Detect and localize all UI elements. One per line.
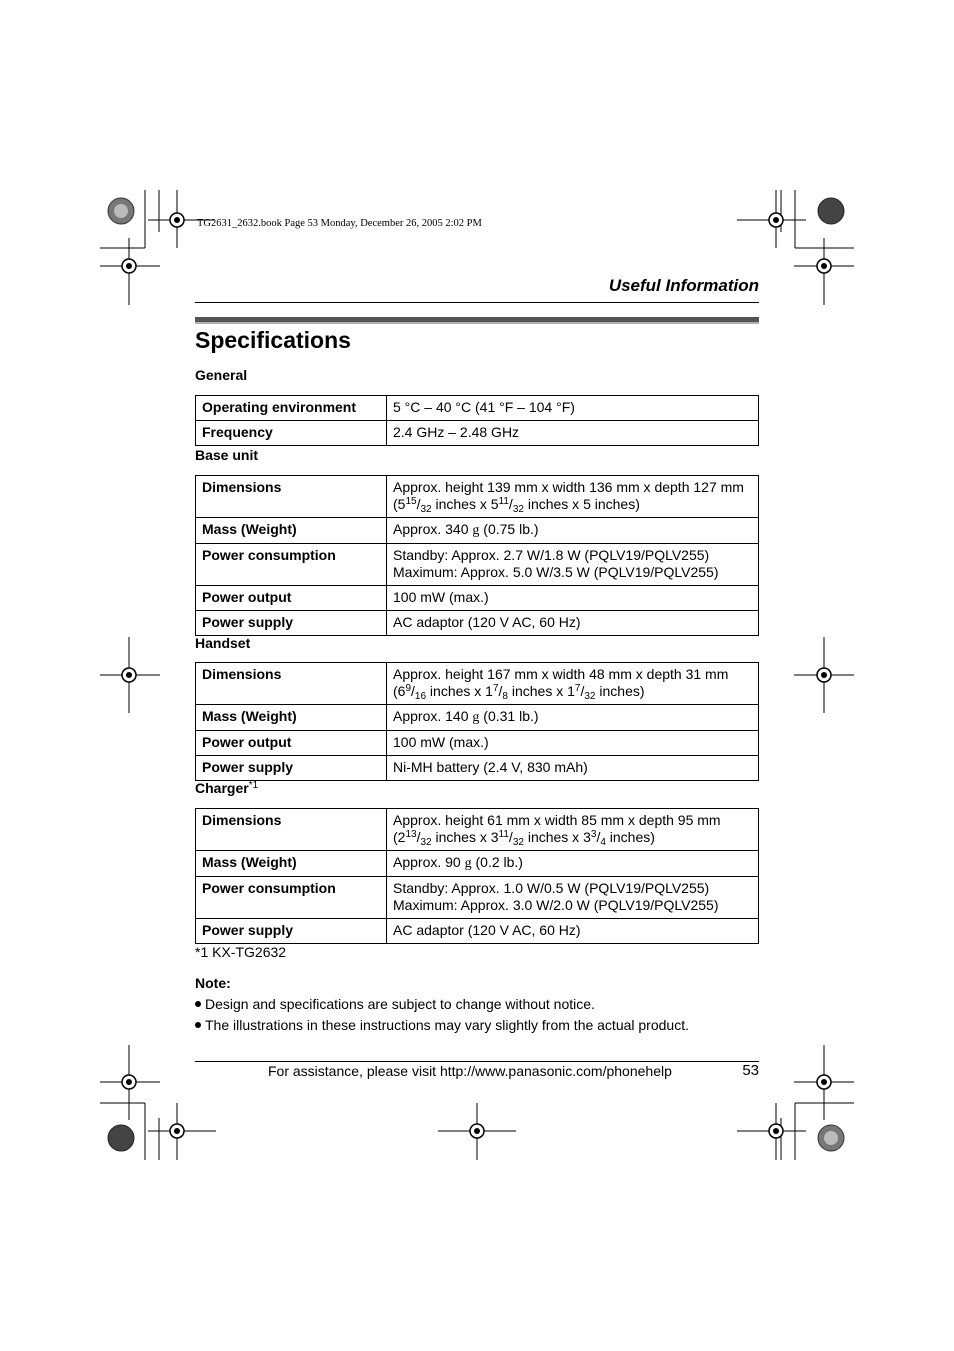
fraction-slash: / <box>508 829 513 845</box>
charger-heading <box>195 780 258 796</box>
text-part: (0.2 lb.) <box>471 854 523 870</box>
spec-label: Frequency <box>196 421 387 446</box>
fraction-numerator: 3 <box>590 829 597 840</box>
table-row <box>196 586 759 611</box>
fraction-numerator: 11 <box>498 829 509 840</box>
base-unit-heading: Base unit <box>195 447 259 463</box>
dimensions-imperial <box>393 683 752 700</box>
maximum-power: Maximum: Approx. 5.0 W/3.5 W (PQLV19/PQLV255) <box>393 564 719 580</box>
charger-spec-table <box>195 808 759 944</box>
spec-value: Ni-MH battery (2.4 V, 830 mAh) <box>387 756 759 781</box>
spec-label: Dimensions <box>196 476 387 518</box>
text-part: (2 <box>393 829 406 845</box>
spec-value <box>387 877 759 919</box>
text-part: inches x 3 <box>431 829 499 845</box>
fraction-numerator: 13 <box>405 829 417 840</box>
spec-label: Dimensions <box>196 663 387 705</box>
dimensions-metric: Approx. height 61 mm x width 85 mm x depth 95 mm <box>393 812 721 828</box>
table-row <box>196 518 759 544</box>
text-part: (0.31 lb.) <box>479 708 539 724</box>
standby-power: Standby: Approx. 1.0 W/0.5 W (PQLV19/PQLV255) <box>393 880 710 896</box>
note-label: Note: <box>195 975 231 991</box>
fraction-slash: / <box>498 683 503 699</box>
spec-label: Dimensions <box>196 809 387 851</box>
general-spec-table <box>195 395 759 446</box>
spec-value <box>387 809 759 851</box>
page-title: Specifications <box>195 327 351 353</box>
gram-unit: g <box>472 710 480 725</box>
spec-label: Mass (Weight) <box>196 851 387 877</box>
dimensions-metric: Approx. height 167 mm x width 48 mm x depth 31 mm <box>393 666 729 682</box>
gram-unit: g <box>464 856 472 871</box>
spec-value <box>387 851 759 877</box>
fraction-slash: / <box>411 683 415 699</box>
spec-label: Power supply <box>196 756 387 781</box>
footnote-marker: *1 <box>248 780 259 791</box>
table-row <box>196 663 759 705</box>
header-rule <box>195 302 759 303</box>
fraction-numerator: 9 <box>405 683 412 694</box>
note-text: Design and specifications are subject to change without notice. <box>205 996 595 1012</box>
fraction-numerator: 11 <box>498 496 509 507</box>
dimensions-metric: Approx. height 139 mm x width 136 mm x depth 127 mm <box>393 479 744 495</box>
table-row <box>196 809 759 851</box>
text-part: inches x 1 <box>426 683 493 699</box>
text-part: inches) <box>605 829 655 845</box>
spec-value: 2.4 GHz – 2.48 GHz <box>387 421 759 446</box>
fraction-numerator: 7 <box>492 683 499 694</box>
footnote: *1 KX-TG2632 <box>195 944 287 960</box>
fraction-slash: / <box>596 829 601 845</box>
standby-power: Standby: Approx. 2.7 W/1.8 W (PQLV19/PQLV255) <box>393 547 710 563</box>
spec-label: Mass (Weight) <box>196 705 387 731</box>
spec-label: Operating environment <box>196 396 387 421</box>
page-number: 53 <box>742 1062 759 1079</box>
fraction-denominator: 32 <box>584 691 596 702</box>
fraction-numerator: 7 <box>574 683 581 694</box>
spec-value <box>387 476 759 518</box>
text-part: (0.75 lb.) <box>479 521 539 537</box>
general-heading: General <box>195 367 248 383</box>
gram-unit: g <box>472 523 480 538</box>
spec-label: Power supply <box>196 611 387 636</box>
table-row <box>196 396 759 421</box>
text-part: (5 <box>393 496 406 512</box>
table-row <box>196 756 759 781</box>
spec-value: 5 °C – 40 °C (41 °F – 104 °F) <box>387 396 759 421</box>
footer-rule <box>195 1061 759 1062</box>
spec-value <box>387 705 759 731</box>
text-part: inches x 5 inches) <box>523 496 640 512</box>
text-part: inches) <box>595 683 645 699</box>
dimensions-imperial <box>393 829 752 846</box>
spec-label: Mass (Weight) <box>196 518 387 544</box>
table-row <box>196 851 759 877</box>
fraction-slash: / <box>580 683 585 699</box>
bullet-icon <box>195 1022 201 1028</box>
fraction-denominator: 32 <box>420 837 432 848</box>
table-row <box>196 544 759 586</box>
note-item <box>195 1017 689 1033</box>
spec-value <box>387 518 759 544</box>
text-part: inches x 1 <box>507 683 575 699</box>
fraction-denominator: 16 <box>414 691 427 702</box>
fraction-denominator: 4 <box>600 837 606 848</box>
spec-value: 100 mW (max.) <box>387 586 759 611</box>
fraction-denominator: 8 <box>502 691 508 702</box>
spec-label: Power supply <box>196 919 387 944</box>
spec-value: AC adaptor (120 V AC, 60 Hz) <box>387 611 759 636</box>
fraction-denominator: 32 <box>512 504 524 515</box>
text-part: inches x 3 <box>523 829 591 845</box>
table-row <box>196 476 759 518</box>
table-row <box>196 705 759 731</box>
text-part: Approx. 140 <box>393 708 473 724</box>
fraction-slash: / <box>416 496 421 512</box>
table-row <box>196 731 759 756</box>
table-row <box>196 421 759 446</box>
table-row <box>196 611 759 636</box>
handset-heading: Handset <box>195 635 251 651</box>
bullet-icon <box>195 1001 201 1007</box>
spec-value: AC adaptor (120 V AC, 60 Hz) <box>387 919 759 944</box>
fraction-slash: / <box>508 496 513 512</box>
section-header: Useful Information <box>608 276 759 295</box>
spec-value: 100 mW (max.) <box>387 731 759 756</box>
spec-label: Power output <box>196 731 387 756</box>
fraction-denominator: 32 <box>512 837 524 848</box>
handset-spec-table <box>195 662 759 781</box>
spec-label: Power output <box>196 586 387 611</box>
note-item <box>195 996 595 1012</box>
footer-help-text: For assistance, please visit http://www.panasonic.com/phonehelp <box>268 1063 672 1079</box>
text-part: Approx. 90 <box>393 854 465 870</box>
spec-label: Power consumption <box>196 544 387 586</box>
fraction-numerator: 15 <box>405 496 417 507</box>
title-band-shadow <box>195 322 759 324</box>
printer-info-line: TG2631_2632.book Page 53 Monday, December 26, 2005 2:02 PM <box>197 218 482 229</box>
table-row <box>196 919 759 944</box>
text-part: Approx. 340 <box>393 521 473 537</box>
fraction-denominator: 32 <box>420 504 432 515</box>
charger-heading-text: Charger <box>195 780 249 796</box>
spec-label: Power consumption <box>196 877 387 919</box>
fraction-slash: / <box>416 829 421 845</box>
table-row <box>196 877 759 919</box>
spec-value <box>387 544 759 586</box>
dimensions-imperial <box>393 496 752 513</box>
text-part: (6 <box>393 683 406 699</box>
maximum-power: Maximum: Approx. 3.0 W/2.0 W (PQLV19/PQLV255) <box>393 897 719 913</box>
spec-value <box>387 663 759 705</box>
base-unit-spec-table <box>195 475 759 636</box>
note-text: The illustrations in these instructions may vary slightly from the actual product. <box>205 1017 689 1033</box>
text-part: inches x 5 <box>431 496 499 512</box>
